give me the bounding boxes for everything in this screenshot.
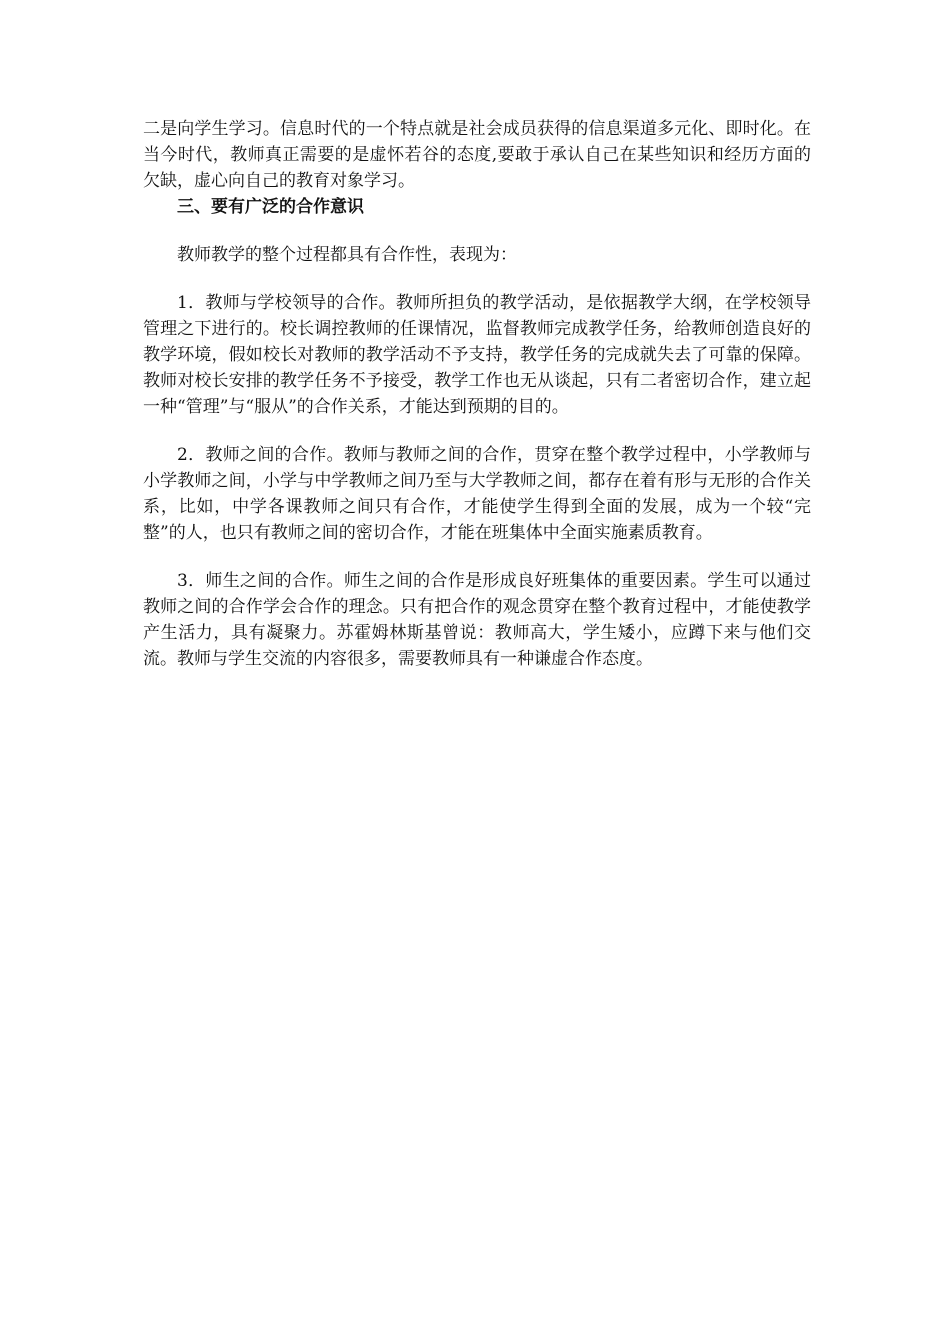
section-heading: 三、要有广泛的合作意识 [177, 197, 364, 217]
section-intro: 教师教学的整个过程都具有合作性，表现为： [177, 245, 517, 265]
list-item-1: 1．教师与学校领导的合作。教师所担负的教学活动，是依据教学大纲，在学校领导管理之下进行的。校长调控教师的任课情况，监督教师完成教学任务，给教师创造良好的教学环境，假如校长对教师的教学活动不予支持，教学任务的完成就失去了可靠的保障。教师对校长安排的教学任务不予接受，教学工作也无从谈起，只有二者密切合作，建立起一种“管理”与“服从”的合作关系，才能达到预期的目的。 [143, 293, 811, 417]
list-item-3: 3．师生之间的合作。师生之间的合作是形成良好班集体的重要因素。学生可以通过教师之间的合作学会合作的理念。只有把合作的观念贯穿在整个教育过程中，才能使教学产生活力，具有凝聚力。苏霍姆林斯基曾说：教师高大，学生矮小，应蹲下来与他们交流。教师与学生交流的内容很多，需要教师具有一种谦虚合作态度。 [143, 571, 811, 669]
document-page [143, 116, 811, 672]
list-item-2: 2．教师之间的合作。教师与教师之间的合作，贯穿在整个教学过程中，小学教师与小学教师之间，小学与中学教师之间乃至与大学教师之间，都存在着有形与无形的合作关系，比如，中学各课教师之间只有合作，才能使学生得到全面的发展，成为一个较“完整”的人，也只有教师之间的密切合作，才能在班集体中全面实施素质教育。 [143, 445, 811, 543]
intro-paragraph: 二是向学生学习。信息时代的一个特点就是社会成员获得的信息渠道多元化、即时化。在当今时代，教师真正需要的是虚怀若谷的态度,要敢于承认自己在某些知识和经历方面的欠缺，虚心向自己的教育对象学习。 [143, 119, 811, 191]
